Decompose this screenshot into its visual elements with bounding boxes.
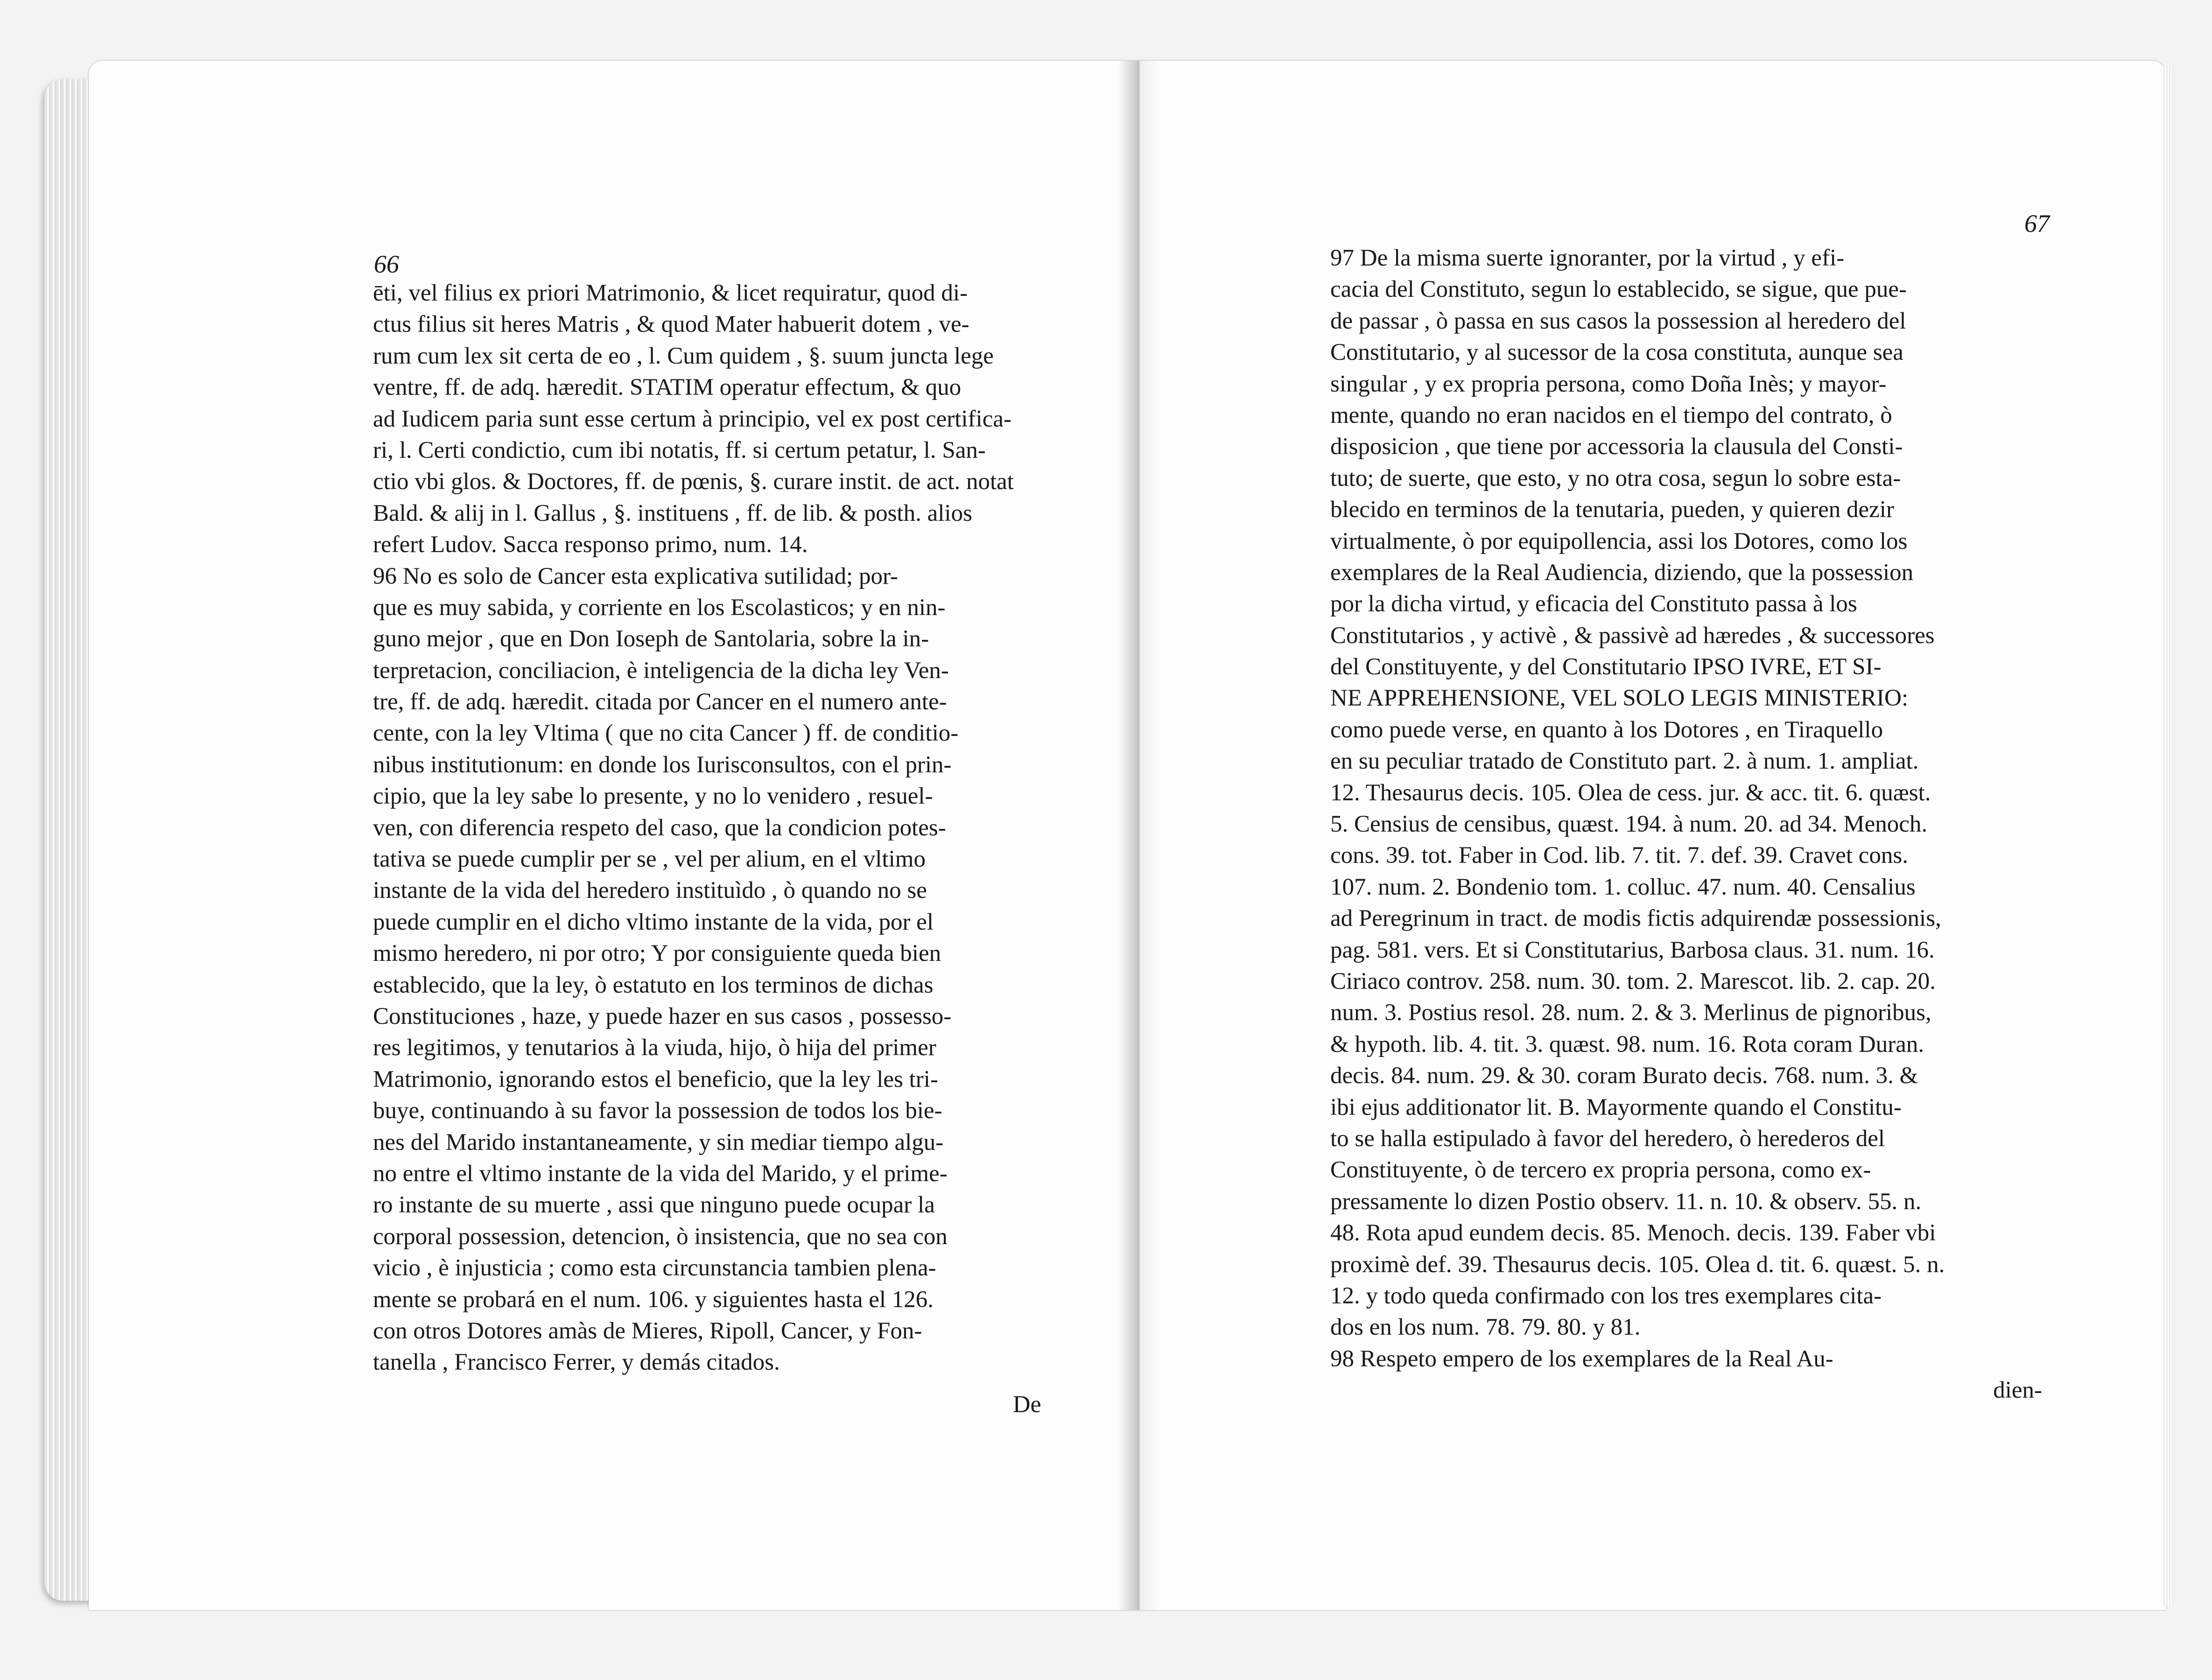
text-line: 97 De la misma suerte ignoranter, por la virtud , y efi- [1330,245,1845,271]
text-line: Constituyente, ò de tercero ex propria persona, como ex- [1330,1157,1871,1183]
text-line: pag. 581. vers. Et si Constitutarius, Barbosa claus. 31. num. 16. [1330,937,1935,963]
text-line: buye, continuando à su favor la possession de todos los bie- [373,1098,942,1124]
text-line: 48. Rota apud eundem decis. 85. Menoch. decis. 139. Faber vbi [1330,1220,1936,1246]
text-line: ri, l. Certi condictio, cum ibi notatis, ff. si certum petatur, l. San- [373,437,986,463]
text-line: & hypoth. lib. 4. tit. 3. quæst. 98. num. 16. Rota coram Duran. [1330,1031,1924,1057]
text-line: ibi ejus additionator lit. B. Mayormente quando el Constitu- [1330,1094,1902,1120]
text-line: establecido, que la ley, ò estatuto en los terminos de dichas [373,972,934,998]
text-line: terpretacion, conciliacion, è inteligencia de la dicha ley Ven- [373,657,949,684]
text-line: tuto; de suerte, que esto, y no otra cosa, segun lo sobre esta- [1330,465,1901,491]
right-catchword: dien- [1993,1377,2042,1404]
text-line: corporal possession, detencion, ò insistencia, que no sea con [373,1223,948,1250]
text-line: cons. 39. tot. Faber in Cod. lib. 7. tit. 7. def. 39. Cravet cons. [1330,842,1909,869]
text-line: 12. y todo queda confirmado con los tres exemplares cita- [1330,1282,1882,1309]
text-line: ad Iudicem paria sunt esse certum à principio, vel ex post certifica- [373,406,1011,432]
text-line: tre, ff. de adq. hæredit. citada por Cancer en el numero ante- [373,689,947,715]
text-line: dos en los num. 78. 79. 80. y 81. [1330,1314,1641,1341]
text-line: rum cum lex sit certa de eo , l. Cum quidem , §. suum juncta lege [373,343,994,369]
text-line: cacia del Constituto, segun lo establecido, se sigue, que pue- [1330,276,1907,303]
text-line: ventre, ff. de adq. hæredit. STATIM operatur effectum, & quo [373,374,962,401]
text-line: 12. Thesaurus decis. 105. Olea de cess. jur. & acc. tit. 6. quæst. [1330,779,1931,806]
text-line: blecido en terminos de la tenutaria, pueden, y quieren dezir [1330,497,1894,523]
text-line: virtualmente, ò por equipollencia, assi los Dotores, como los [1330,528,1908,554]
text-line: 5. Censius de censibus, quæst. 194. à num. 20. ad 34. Menoch. [1330,811,1928,838]
left-page [89,61,1139,1610]
left-catchword: De [1013,1391,1041,1418]
text-line: refert Ludov. Sacca responso primo, num. 14. [373,532,808,558]
text-line: disposicion , que tiene por accessoria la clausula del Consti- [1330,434,1903,460]
text-line: singular , y ex propria persona, como Doña Inès; y mayor- [1330,371,1887,397]
text-line: en su peculiar tratado de Constituto part. 2. à num. 1. ampliat. [1330,748,1919,775]
text-line: Constituciones , haze, y puede hazer en sus casos , possesso- [373,1003,952,1029]
text-line: tativa se puede cumplir per se , vel per alium, en el vltimo [373,846,926,873]
page-edge-stack [44,79,96,1601]
text-line: proximè def. 39. Thesaurus decis. 105. Olea d. tit. 6. quæst. 5. n. [1330,1251,1945,1278]
text-line: mente se probará en el num. 106. y siguientes hasta el 126. [373,1286,934,1313]
right-page [1139,61,2166,1610]
text-line: guno mejor , que en Don Ioseph de Santolaria, sobre la in- [373,626,929,652]
text-line: 98 Respeto empero de los exemplares de la Real Au- [1330,1345,1833,1372]
text-line: ven, con diferencia respeto del caso, que la condicion potes- [373,814,946,841]
text-line: num. 3. Postius resol. 28. num. 2. & 3. Merlinus de pignoribus, [1330,1000,1931,1026]
text-line: con otros Dotores amàs de Mieres, Ripoll, Cancer, y Fon- [373,1317,922,1344]
text-line: ctus filius sit heres Matris , & quod Mater habuerit dotem , ve- [373,311,969,338]
open-book [44,61,2173,1610]
right-page-edge [2163,65,2173,1605]
text-line: ro instante de su muerte , assi que ninguno puede ocupar la [373,1192,935,1218]
text-line: mismo heredero, ni por otro; Y por consiguiente queda bien [373,940,941,967]
left-folio-number: 66 [374,250,399,278]
text-line: del Constituyente, y del Constitutario IPSO IVRE, ET SI- [1330,654,1882,680]
text-line: instante de la vida del heredero instituìdo , ò quando no se [373,877,927,904]
text-line: pressamente lo dizen Postio observ. 11. n. 10. & observ. 55. n. [1330,1188,1922,1215]
left-text-column [373,278,1094,1379]
text-line: nibus institutionum: en donde los Iurisconsultos, con el prin- [373,751,952,778]
text-line: por la dicha virtud, y eficacia del Constituto passa à los [1330,591,1857,617]
text-line: Constitutario, y al sucessor de la cosa constituta, aunque sea [1330,339,1903,366]
text-line: ad Peregrinum in tract. de modis fictis adquirendæ possessionis, [1330,905,1941,932]
text-line: como puede verse, en quanto à los Dotores , en Tiraquello [1330,716,1883,743]
text-line: Bald. & alij in l. Gallus , §. instituens , ff. de lib. & posth. alios [373,500,972,526]
text-line: Matrimonio, ignorando estos el beneficio, que la ley les tri- [373,1066,938,1092]
text-line: mente, quando no eran nacidos en el tiempo del contrato, ò [1330,402,1892,428]
text-line: 107. num. 2. Bondenio tom. 1. colluc. 47. num. 40. Censalius [1330,874,1916,900]
text-line: res legitimos, y tenutarios à la viuda, hijo, ò hija del primer [373,1035,936,1061]
text-line: exemplares de la Real Audiencia, diziendo, que la possession [1330,559,1914,586]
text-line: tanella , Francisco Ferrer, y demás citados. [373,1349,780,1376]
text-line: to se halla estipulado à favor del heredero, ò herederos del [1330,1125,1885,1152]
text-line: decis. 84. num. 29. & 30. coram Burato decis. 768. num. 3. & [1330,1063,1918,1089]
text-line: 96 No es solo de Cancer esta explicativa sutilidad; por- [373,563,898,589]
text-line: no entre el vltimo instante de la vida del Marido, y el prime- [373,1160,948,1187]
text-line: NE APPREHENSIONE, VEL SOLO LEGIS MINISTERIO: [1330,685,1909,712]
right-folio-number: 67 [2024,210,2050,238]
text-line: Constitutarios , y activè , & passivè ad hæredes , & successores [1330,622,1935,649]
text-line: Ciriaco controv. 258. num. 30. tom. 2. Marescot. lib. 2. cap. 20. [1330,968,1936,994]
text-line: de passar , ò passa en sus casos la possession al heredero del [1330,308,1906,334]
text-line: cente, con la ley Vltima ( que no cita Cancer ) ff. de conditio- [373,720,959,747]
text-line: cipio, que la ley sabe lo presente, y no lo venidero , resuel- [373,783,933,810]
text-line: ctio vbi glos. & Doctores, ff. de pœnis, §. curare instit. de act. notat [373,469,1014,495]
text-line: vicio , è injusticia ; como esta circunstancia tambien plena- [373,1255,936,1281]
text-line: nes del Marido instantaneamente, y sin mediar tiempo algu- [373,1129,944,1155]
text-line: ēti, vel filius ex priori Matrimonio, & licet requiratur, quod di- [373,280,968,306]
right-text-column [1330,243,2042,1406]
text-line: puede cumplir en el dicho vltimo instante de la vida, por el [373,909,934,935]
text-line: que es muy sabida, y corriente en los Escolasticos; y en nin- [373,594,946,621]
